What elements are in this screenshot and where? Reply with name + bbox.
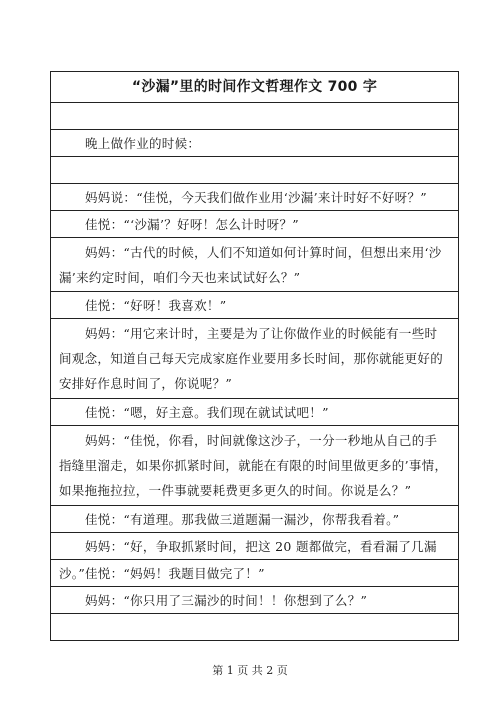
paragraph: 佳悦：“嗯，好主意。我们现在就试试吧！” [51,399,458,426]
paragraph: 佳悦：“有道理。那我做三道题漏一漏沙，你帮我看着。” [51,506,458,533]
paragraph: 妈妈：“好，争取抓紧时间，把这 20 题都做完，看看漏了几漏沙。” [51,533,458,560]
paragraph: 佳悦：“妈妈！我题目做完了！” [51,560,458,587]
document-table [50,71,459,641]
blank-row [51,103,458,130]
paragraph: 妈妈：“用它来计时，主要是为了让你做作业的时候能有一些时间观念，知道自己每天完成家庭作业要用多长时间，那你就能更好的安排好作息时间了，你说呢？” [51,319,458,399]
paragraph: 妈妈：“古代的时候，人们不知道如何计算时间，但想出来用‘沙漏’来约定时间，咱们今天也来试试好么？” [51,238,458,292]
paragraph: 妈妈：“佳悦，你看，时间就像这沙子，一分一秒地从自己的手指缝里溜走，如果你抓紧时间，就能在有限的时间里做更多的’事情，如果拖拖拉拉，一件事就要耗费更多更久的时间。你说是么？” [51,426,458,506]
paragraph: 晚上做作业的时候： [51,130,458,157]
document-title: “沙漏”里的时间作文哲理作文 700 字 [51,72,458,103]
blank-row [51,614,458,641]
paragraph: 妈妈：“你只用了三漏沙的时间！！你想到了么？” [51,587,458,614]
paragraph: 佳悦：“‘沙漏’？好呀！怎么计时呀？” [51,211,458,238]
paragraph: 妈妈说：“佳悦，今天我们做作业用‘沙漏’来计时好不好呀？” [51,184,458,211]
paragraph: 佳悦：“好呀！我喜欢！” [51,292,458,319]
page-indicator: 第 1 页 共 2 页 [212,664,288,677]
blank-row [51,157,458,184]
